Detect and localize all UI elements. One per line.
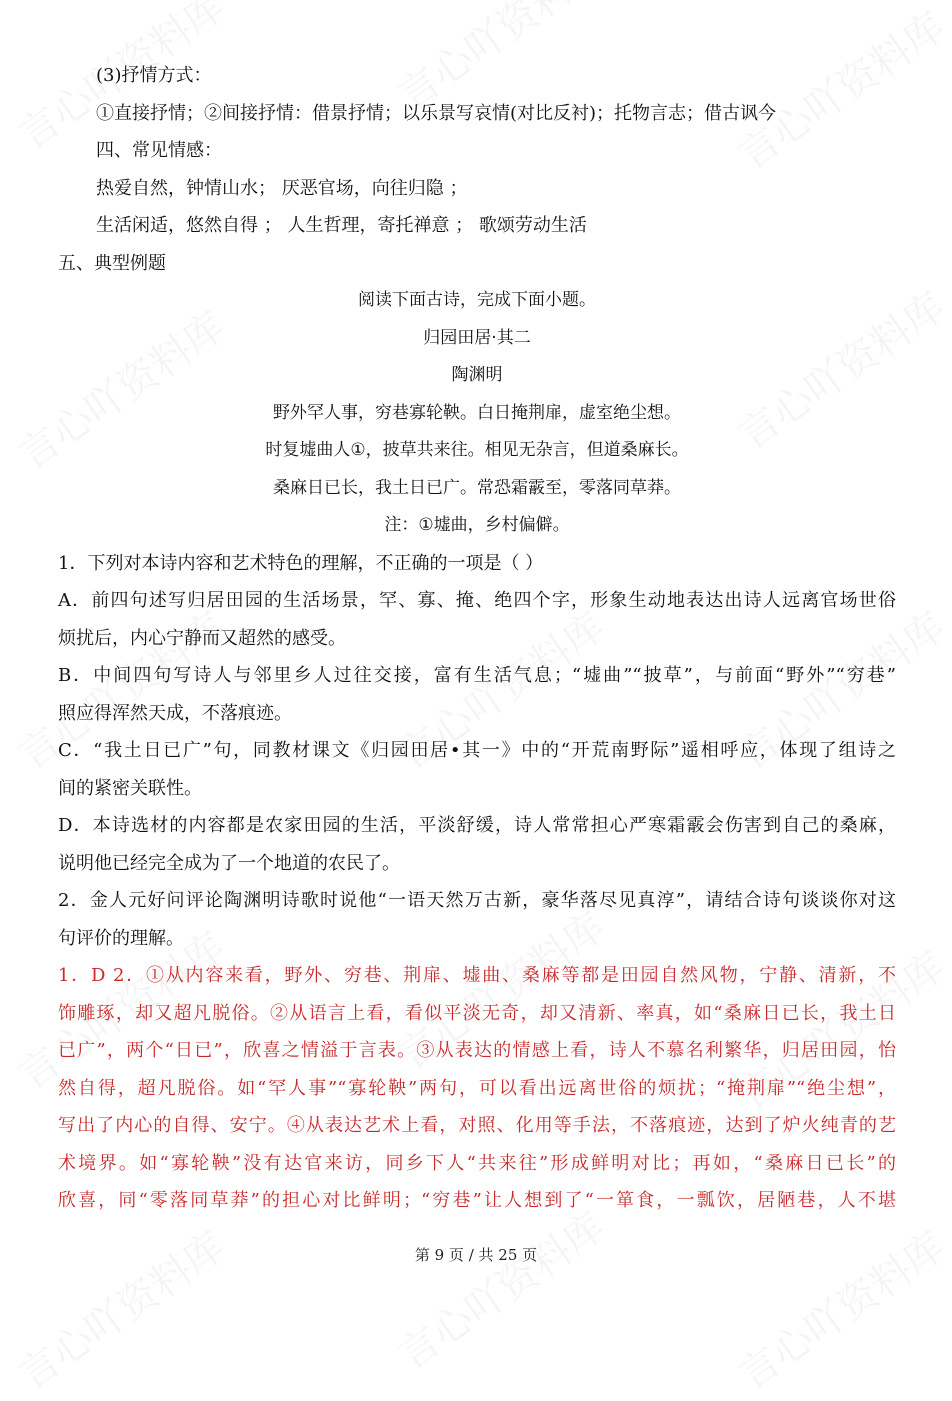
answer-line: 然自得，超凡脱俗。如“罕人事”“寡轮鞅”两句，可以看出远离世俗的烦扰；“掩荆扉”“绝尘想”，	[58, 1077, 896, 1099]
section3-heading: (3)抒情方式：	[96, 65, 212, 86]
option-d-cont: 说明他已经完全成为了一个地道的农民了。	[58, 852, 400, 874]
option-a: A．前四句述写归居田园的生活场景，罕、寡、掩、绝四个字，形象生动地表达出诗人远离官场世俗	[58, 590, 896, 611]
section5-heading: 五、典型例题	[58, 252, 166, 274]
option-b-cont: 照应得浑然天成，不落痕迹。	[58, 702, 292, 724]
answer-line: 饰雕琢，却又超凡脱俗。②从语言上看，看似平淡无奇，却又清新、率真，如“桑麻日已长，我土日	[58, 1002, 896, 1024]
poem-line: 时复墟曲人①，披草共来往。相见无杂言，但道桑麻长。	[265, 440, 689, 460]
answer-line: 已广”，两个“日已”，欣喜之情溢于言表。③从表达的情感上看，诗人不慕名利繁华，归居田园，怡	[58, 1040, 896, 1061]
answer-line: 写出了内心的自得、安宁。④从表达艺术上看，对照、化用等手法，不落痕迹，达到了炉火纯青的艺	[58, 1115, 896, 1136]
option-d: D．本诗选材的内容都是农家田园的生活，平淡舒缓，诗人常常担心严寒霜霰会伤害到自己的桑麻，	[58, 815, 896, 836]
section4-line: 热爱自然，钟情山水； 厌恶官场，向往归隐 ；	[96, 177, 468, 199]
poem-title: 归园田居·其二	[423, 327, 531, 348]
answer-line: 术境界。如“寡轮鞅”没有达官来访，同乡下人“共来往”形成鲜明对比；再如，“桑麻日已长”的	[58, 1152, 896, 1174]
answer-line: 欣喜，同“零落同草莽”的担心对比鲜明；“穷巷”让人想到了“一箪食，一瓢饮，居陋巷，人不堪	[58, 1190, 896, 1211]
section4-line: 生活闲适，悠然自得 ； 人生哲理，寄托禅意 ； 歌颂劳动生活	[96, 215, 587, 236]
page-footer: 第 9 页 / 共 25 页	[414, 1246, 538, 1264]
section3-line: ①直接抒情；②间接抒情：借景抒情；以乐景写哀情(对比反衬)；托物言志；借古讽今	[96, 102, 777, 124]
section4-heading: 四、常见情感：	[96, 140, 222, 161]
watermark	[385, 1196, 614, 1380]
option-c: C．“我土日已广”句，同教材课文《归园田居•其一》中的“开荒南野际”遥相呼应，体现了组诗之	[58, 740, 896, 761]
option-a-cont: 烦扰后，内心宁静而又超然的感受。	[58, 627, 346, 649]
poem-line: 桑麻日已长，我土日已广。常恐霜霰至，零落同草莽。	[273, 477, 681, 498]
document-page	[58, 57, 896, 1220]
question-2-cont: 句评价的理解。	[58, 927, 184, 949]
option-c-cont: 间的紧密关联性。	[58, 777, 202, 799]
poem-note: 注：①墟曲，乡村偏僻。	[384, 515, 570, 535]
question-2: 2．金人元好问评论陶渊明诗歌时说他“一语天然万古新，豪华落尽见真淳”，请结合诗句谈谈你对这	[58, 890, 896, 911]
poem-author: 陶渊明	[451, 365, 503, 385]
poem-line: 野外罕人事，穷巷寡轮鞅。白日掩荆扉，虚室绝尘想。	[273, 402, 681, 423]
instruction: 阅读下面古诗，完成下面小题。	[358, 290, 596, 310]
question-1: 1．下列对本诗内容和艺术特色的理解，不正确的一项是（ ）	[58, 552, 544, 574]
option-b: B．中间四句写诗人与邻里乡人过往交接，富有生活气息；“墟曲”“披草”，与前面“野外”“穷巷”	[58, 665, 896, 686]
answer-line: 1．D 2．①从内容来看，野外、穷巷、荆扉、墟曲、桑麻等都是田园自然风物，宁静、清新，不	[58, 965, 896, 986]
